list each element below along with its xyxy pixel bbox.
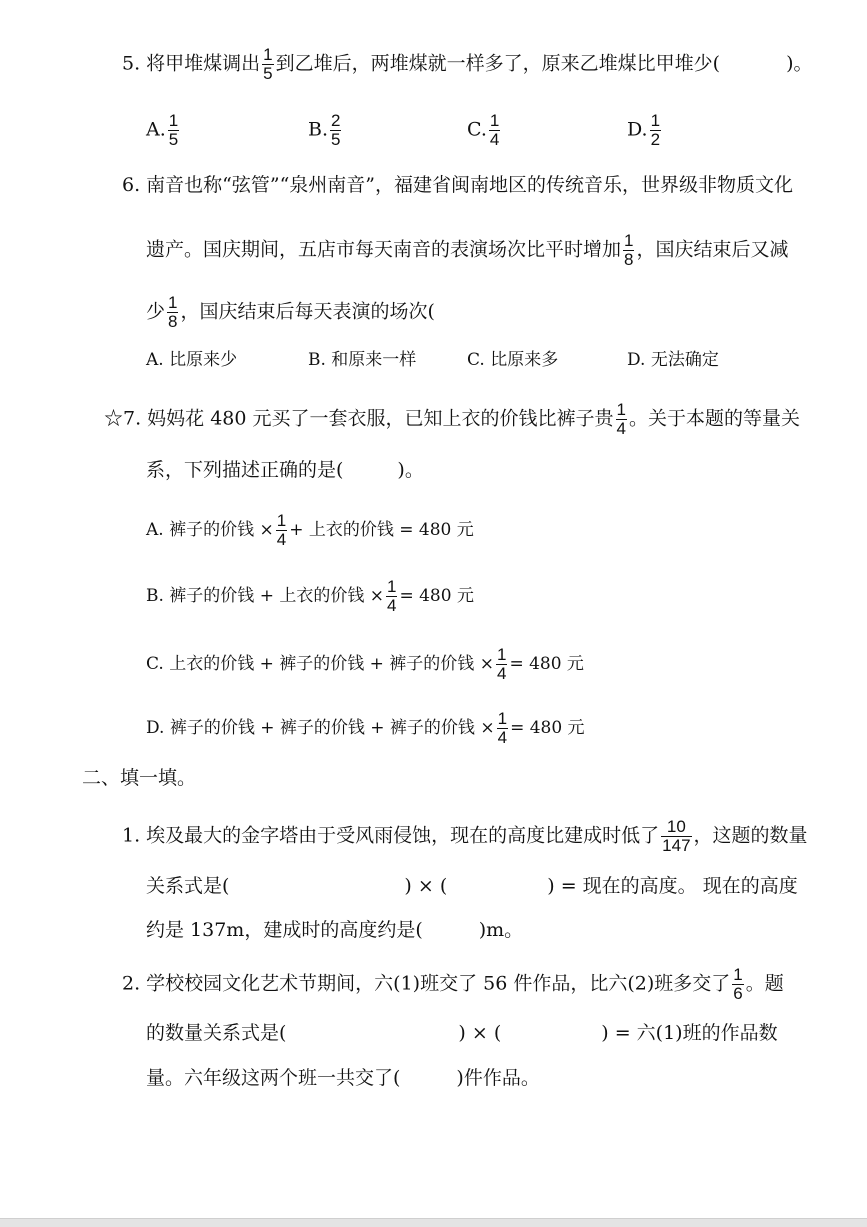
q5-stem: 5. 将甲堆煤调出 $\frac{1}{5}$ 到乙堆后，两堆煤就一样多了，原来乙堆煤比甲堆少( )。 — [122, 45, 813, 83]
q6-line3: 少 $\frac{1}{8}$ ，国庆结束后每天表演的场次( — [146, 293, 435, 331]
q6-line1: 6. 南音也称“弦管”“泉州南音”，福建省闽南地区的传统音乐，世界级非物质文化 — [122, 174, 794, 196]
q7-option-b[interactable]: B. 裤子的价钱 + 上衣的价钱 × $\frac{1}{4}$ = 480 元 — [146, 577, 474, 615]
q7-option-a[interactable]: A. 裤子的价钱 × $\frac{1}{4}$ + 上衣的价钱 = 480 元 — [146, 511, 474, 549]
q6-option-b[interactable]: B. 和原来一样 — [308, 350, 417, 370]
q5-option-c[interactable]: C. $\frac{1}{4}$ — [467, 111, 500, 149]
q5-option-a[interactable]: A. $\frac{1}{5}$ — [146, 111, 179, 149]
f1-line3: 约是 137m，建成时的高度约是( )m。 — [146, 919, 524, 941]
q7-line2: 系，下列描述正确的是( )。 — [146, 459, 424, 481]
q7-option-d[interactable]: D. 裤子的价钱 + 裤子的价钱 + 裤子的价钱 × $\frac{1}{4}$ = 480 元 — [146, 709, 585, 747]
q7-option-c[interactable]: C. 上衣的价钱 + 裤子的价钱 + 裤子的价钱 × $\frac{1}{4}$ = 480 元 — [146, 645, 584, 683]
q5-fraction: $\frac{1}{5}$ — [263, 45, 273, 83]
q7-line1: ☆7. 妈妈花 480 元买了一套衣服，已知上衣的价钱比裤子贵 $\frac{1}{4}$ 。关于本题的等量关 — [104, 400, 800, 438]
f2-line2: 的数量关系式是( ) × ( ) = 六(1)班的作品数 — [146, 1022, 778, 1044]
q6-option-d[interactable]: D. 无法确定 — [627, 350, 719, 370]
q6-line2: 遗产。国庆期间，五店市每天南音的表演场次比平时增加 $\frac{1}{8}$ ，国庆结束后又减 — [146, 231, 789, 269]
section-heading: 二、填一填。 — [82, 767, 197, 789]
f1-line2: 关系式是( ) × ( ) = 现在的高度。 现在的高度 — [146, 875, 798, 897]
q5-option-d[interactable]: D. $\frac{1}{2}$ — [627, 111, 661, 149]
q6-option-c[interactable]: C. 比原来多 — [467, 350, 559, 370]
q6-option-a[interactable]: A. 比原来少 — [146, 350, 238, 370]
f2-line3: 量。六年级这两个班一共交了( )件作品。 — [146, 1067, 540, 1089]
f1-line1: 1. 埃及最大的金字塔由于受风雨侵蚀，现在的高度比建成时低了 $\frac{10}{147}$ ，这题的数量 — [122, 817, 808, 855]
f2-line1: 2. 学校校园文化艺术节期间，六(1)班交了 56 件作品，比六(2)班多交了 $\frac{1}{6}$ 。题 — [122, 965, 784, 1003]
q5-option-b[interactable]: B. $\frac{2}{5}$ — [308, 111, 341, 149]
